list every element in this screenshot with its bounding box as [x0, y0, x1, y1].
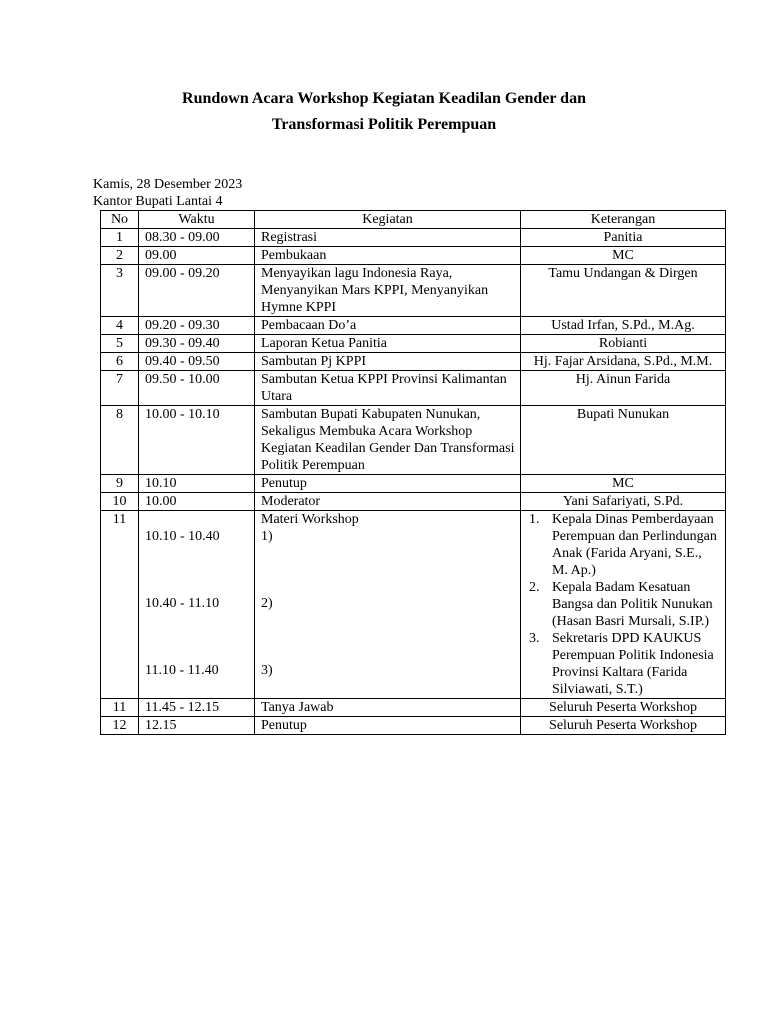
cell-activity: Moderator — [255, 493, 521, 511]
cell-activity: Tanya Jawab — [255, 699, 521, 717]
speaker-text: Kepala Badam Kesatuan Bangsa dan Politik Nunukan (Hasan Basri Mursali, S.IP.) — [552, 580, 713, 629]
cell-activity: Sambutan Pj KPPI — [255, 353, 521, 371]
cell-no: 3 — [101, 265, 139, 317]
cell-time: 10.10 — [139, 475, 255, 493]
workshop-title: Materi Workshop — [261, 512, 359, 527]
event-date: Kamis, 28 Desember 2023 — [93, 177, 243, 192]
session-marker: 2) — [261, 596, 273, 611]
cell-no — [101, 511, 139, 699]
table-row — [101, 717, 726, 735]
cell-activity: Registrasi — [255, 229, 521, 247]
cell-time: 09.00 - 09.20 — [139, 265, 255, 317]
cell-activity — [255, 511, 521, 699]
cell-time — [139, 511, 255, 699]
cell-activity: Sambutan Ketua KPPI Provinsi Kalimantan Utara — [255, 371, 521, 406]
cell-note: Hj. Fajar Arsidana, S.Pd., M.M. — [521, 353, 726, 371]
header-note: Keterangan — [521, 211, 726, 229]
cell-time: 09.00 — [139, 247, 255, 265]
speaker-item — [525, 511, 721, 579]
cell-note: Bupati Nunukan — [521, 406, 726, 475]
session-marker: 1) — [261, 529, 273, 544]
cell-activity: Penutup — [255, 717, 521, 735]
session-time: 10.40 - 11.10 — [145, 596, 220, 611]
table-row — [101, 371, 726, 406]
speaker-number: 1. — [529, 512, 540, 527]
cell-note: MC — [521, 247, 726, 265]
cell-activity: Penutup — [255, 475, 521, 493]
speaker-number: 2. — [529, 580, 540, 595]
speaker-text: Kepala Dinas Pemberdayaan Perempuan dan Perlindungan Anak (Farida Aryani, S.E., M. Ap.) — [552, 512, 717, 578]
cell-no: 4 — [101, 317, 139, 335]
cell-note: Seluruh Peserta Workshop — [521, 717, 726, 735]
header-no: No — [101, 211, 139, 229]
cell-activity: Sambutan Bupati Kabupaten Nunukan, Sekaligus Membuka Acara Workshop Kegiatan Keadilan Gender Dan Transformasi Politik Perempuan — [255, 406, 521, 475]
workshop-no: 11 — [112, 512, 127, 527]
cell-no: 2 — [101, 247, 139, 265]
cell-note: Tamu Undangan & Dirgen — [521, 265, 726, 317]
cell-no: 12 — [101, 717, 139, 735]
cell-no: 7 — [101, 371, 139, 406]
table-row — [101, 353, 726, 371]
cell-no: 1 — [101, 229, 139, 247]
speaker-item — [525, 579, 721, 630]
table-row — [101, 493, 726, 511]
cell-no: 6 — [101, 353, 139, 371]
cell-note: Yani Safariyati, S.Pd. — [521, 493, 726, 511]
speaker-list — [525, 511, 721, 698]
session-time: 11.10 - 11.40 — [145, 663, 219, 678]
cell-note: Seluruh Peserta Workshop — [521, 699, 726, 717]
table-row — [101, 247, 726, 265]
cell-no: 5 — [101, 335, 139, 353]
table-header-row — [101, 211, 726, 229]
cell-activity: Laporan Ketua Panitia — [255, 335, 521, 353]
cell-time: 09.20 - 09.30 — [139, 317, 255, 335]
cell-activity: Pembukaan — [255, 247, 521, 265]
cell-activity: Menyayikan lagu Indonesia Raya, Menyanyikan Mars KPPI, Menyanyikan Hymne KPPI — [255, 265, 521, 317]
speaker-number: 3. — [529, 631, 540, 646]
cell-no: 10 — [101, 493, 139, 511]
cell-note: MC — [521, 475, 726, 493]
table-row — [101, 699, 726, 717]
cell-time: 09.40 - 09.50 — [139, 353, 255, 371]
header-activity: Kegiatan — [255, 211, 521, 229]
cell-note — [521, 511, 726, 699]
cell-no: 8 — [101, 406, 139, 475]
cell-time: 10.00 — [139, 493, 255, 511]
cell-note: Ustad Irfan, S.Pd., M.Ag. — [521, 317, 726, 335]
document-title-line-2: Transformasi Politik Perempuan — [271, 116, 497, 133]
speaker-item — [525, 630, 721, 698]
cell-time: 08.30 - 09.00 — [139, 229, 255, 247]
rundown-table — [100, 210, 726, 735]
cell-time: 11.45 - 12.15 — [139, 699, 255, 717]
table-row — [101, 335, 726, 353]
session-marker: 3) — [261, 663, 273, 678]
cell-time: 12.15 — [139, 717, 255, 735]
cell-time: 09.30 - 09.40 — [139, 335, 255, 353]
cell-no: 9 — [101, 475, 139, 493]
table-row — [101, 406, 726, 475]
cell-time: 09.50 - 10.00 — [139, 371, 255, 406]
header-time: Waktu — [139, 211, 255, 229]
cell-note: Hj. Ainun Farida — [521, 371, 726, 406]
document-title-line-1: Rundown Acara Workshop Kegiatan Keadilan Gender dan — [182, 90, 586, 107]
speaker-text: Sekretaris DPD KAUKUS Perempuan Politik Indonesia Provinsi Kaltara (Farida Silviawati, S.T.) — [552, 631, 714, 697]
workshop-row — [101, 511, 726, 699]
cell-activity: Pembacaan Do’a — [255, 317, 521, 335]
cell-no: 11 — [101, 699, 139, 717]
table-row — [101, 317, 726, 335]
table-row — [101, 475, 726, 493]
cell-time: 10.00 - 10.10 — [139, 406, 255, 475]
table-row — [101, 265, 726, 317]
cell-note: Robianti — [521, 335, 726, 353]
table-row — [101, 229, 726, 247]
session-time: 10.10 - 10.40 — [145, 529, 220, 544]
cell-note: Panitia — [521, 229, 726, 247]
event-place: Kantor Bupati Lantai 4 — [93, 194, 223, 209]
